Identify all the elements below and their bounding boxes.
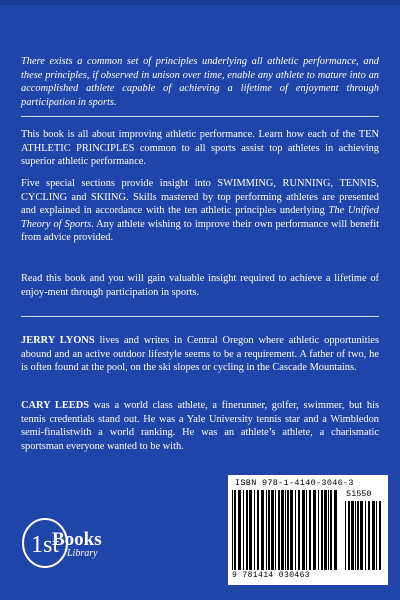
logo-sub: Library (67, 548, 98, 559)
description-paragraph-3: Read this book and you will gain valuable insight required to achieve a lifetime of enjoy-ment through participation in sports. (21, 273, 379, 298)
p2-start: Five special sections provide insight into SWIMMING, RUNNING, TENNIS, CYCLING and SKIING. Skills mastered by top performing athletes are presented and explained in accordance with the ten athletic principles underlying (21, 178, 379, 217)
description-paragraph-1: This book is all about improving athletic performance. Learn how each of the TEN ATHLETIC PRINCIPLES common to all sports assist top athletes in achieving superior athletic performance. (21, 129, 379, 168)
barcode-icon (232, 490, 340, 570)
isbn-text: ISBN 978-1-4140-3046-3 (235, 478, 354, 488)
author-bio-cary (21, 399, 379, 453)
barcode-digits: 9 781414 030463 (232, 571, 311, 580)
barcode-box (228, 475, 388, 585)
author-bio-text: was a world class athlete, a finerunner, golfer, swimmer, but his tennis credentials stand out. He was a Yale University tennis star and a Wimbledon semi-finalistwith a world ranking. He was an athlete’s athlete, a charismatic sportsman everyone wanted to be with. (21, 400, 380, 452)
divider-middle (21, 316, 379, 317)
intro-text: There exists a common set of principles underlying all athletic performance, and these principles, if observed in unison over time, enable any athlete to mature into an accomplished athlete capable of achieving a lifetime of enjoyment through participation in sports. (21, 56, 379, 108)
p2-end: . Any athlete wishing to improve their own performance will benefit from advice provided. (21, 218, 379, 244)
book-title: The Unified Theory of Sports (21, 205, 379, 230)
logo-word: Books (52, 529, 102, 550)
publisher-logo-icon (15, 514, 111, 572)
price-code: 51550 (346, 489, 372, 499)
top-edge (0, 0, 400, 5)
description-paragraph-2 (21, 177, 379, 245)
logo-number: 1st (30, 532, 60, 558)
barcode-addon-icon (345, 501, 383, 570)
author-bio-jerry (21, 334, 379, 375)
author-name: JERRY LYONS (21, 335, 95, 346)
author-name: CARY LEEDS (21, 400, 89, 411)
author-bio-text: lives and writes in Central Oregon where athletic opportunities abound and an active outdoor lifestyle seems to be a requirement. A father of two, he is often found at the pool, on the ski slopes or cycling in the Cascade Mountains. (21, 335, 379, 374)
divider-top (21, 116, 379, 117)
